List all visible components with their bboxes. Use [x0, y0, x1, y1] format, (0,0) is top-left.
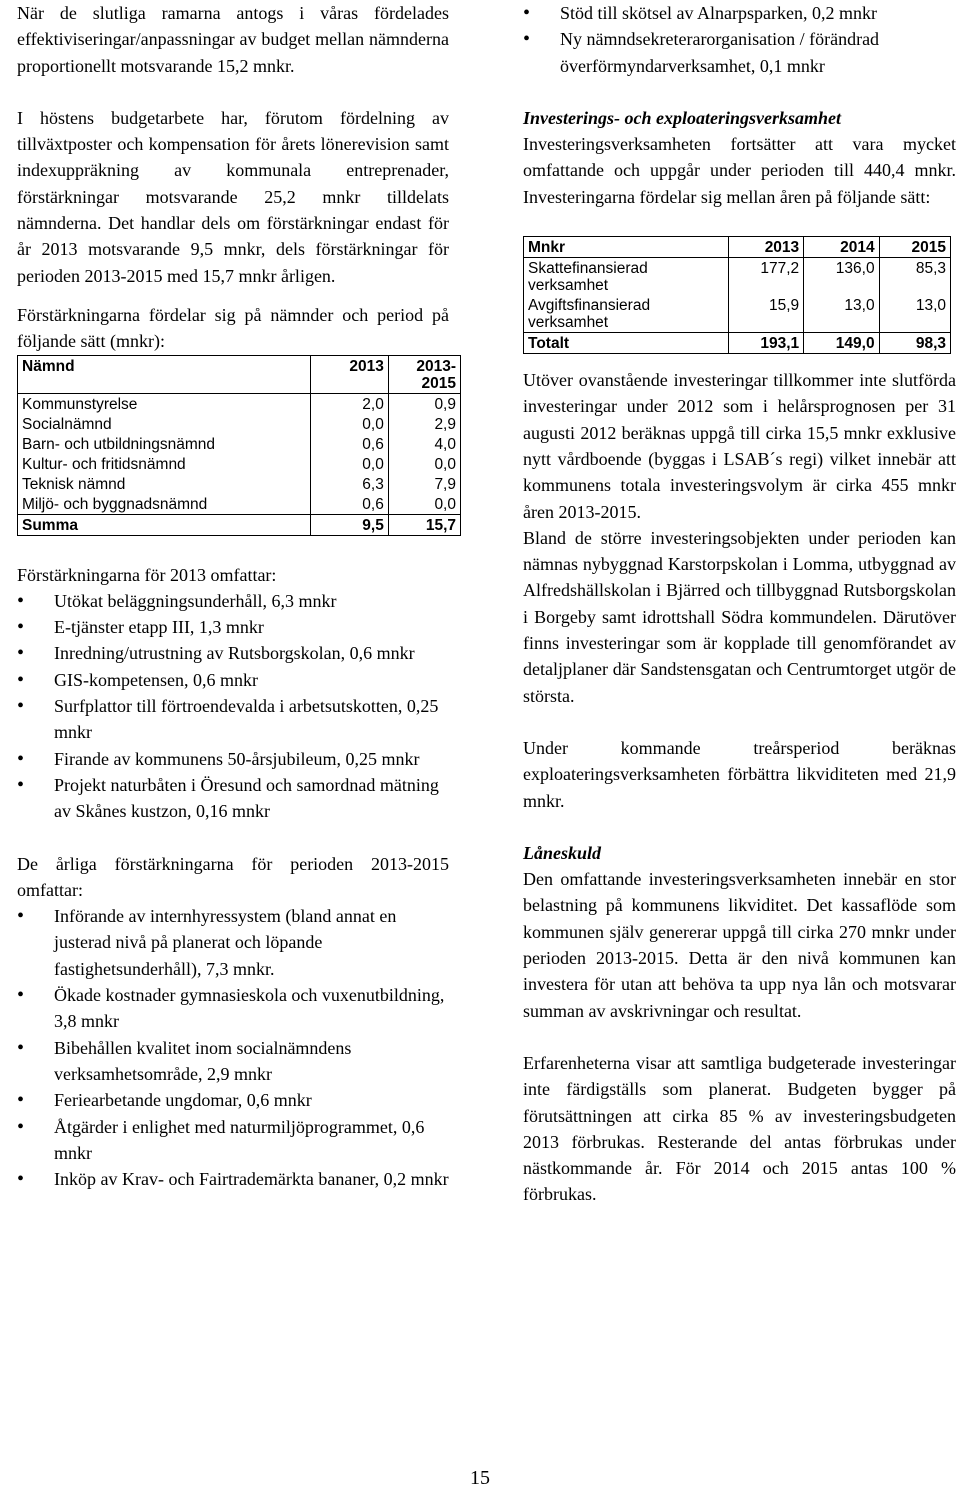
- row-value: 0,0: [388, 454, 460, 474]
- list-item: • Surfplattor till förtroendevalda i arbetsutskotten, 0,25 mnkr: [17, 693, 449, 746]
- column-header: 2015: [879, 237, 950, 258]
- column-header: 2013-2015: [388, 355, 460, 393]
- table-header-row: [524, 237, 951, 258]
- row-name: Miljö- och byggnadsnämnd: [18, 494, 311, 515]
- total-value: 15,7: [388, 514, 460, 535]
- exploitation-paragraph: Under kommande treårsperiod beräknas exploateringsverksamheten förbättra likviditeten med 21,9 mnkr.: [523, 737, 956, 811]
- table-total-row: [524, 333, 951, 354]
- list-item: • GIS-kompetensen, 0,6 mnkr: [17, 667, 449, 693]
- list-item: • Firande av kommunens 50-årsjubileum, 0,25 mnkr: [17, 746, 449, 772]
- budget-paragraph: I höstens budgetarbete har, förutom fördelning av tillväxtposter och kompensation för årets lönerevision samt indexuppräkning av kommunala entreprenader, förstärkningar motsvarande 25,2 mnkr tilldelats nämnderna. Det handlar dels om förstärkningar endast för år 2013 motsvarande 9,5 mnkr, dels förstärkningar för perioden 2013-2015 med 15,7 mnkr årligen.: [17, 107, 449, 286]
- row-value: 2,9: [388, 414, 460, 434]
- table-row: [524, 258, 951, 296]
- table-row: [18, 454, 461, 474]
- total-value: 98,3: [879, 333, 950, 354]
- row-value: 15,9: [728, 295, 803, 333]
- column-header: 2014: [804, 237, 879, 258]
- row-value: 4,0: [388, 434, 460, 454]
- row-value: 13,0: [879, 295, 950, 333]
- section-heading-debt: Låneskuld: [523, 842, 602, 863]
- row-value: 7,9: [388, 474, 460, 494]
- table-row: [18, 494, 461, 515]
- total-value: 9,5: [311, 514, 389, 535]
- investments-paragraph: Investeringsverksamheten fortsätter att vara mycket omfattande och uppgår under perioden till 440,4 mnkr. Investeringarna fördelar sig mellan åren på följande sätt:: [523, 134, 956, 207]
- table-row: [18, 434, 461, 454]
- row-name: Kultur- och fritidsnämnd: [18, 454, 311, 474]
- list-item: • Inköp av Krav- och Fairtrademärkta bananer, 0,2 mnkr: [17, 1166, 449, 1192]
- row-value: 0,0: [311, 454, 389, 474]
- debt-paragraph: Den omfattande investeringsverksamheten innebär en stor belastning på kommunens likviditet. Det kassaflöde som kommunen själv genererar uppgå till cirka 270 mnkr under perioden 2013-2015. Detta är den nivå kommunen kan investera för utan att behöva ta upp nya lån och motsvarar summan av avskrivningar och resultat.: [523, 869, 956, 1021]
- row-value: 2,0: [311, 393, 389, 414]
- list-item: • Åtgärder i enlighet med naturmiljöprogrammet, 0,6 mnkr: [17, 1114, 449, 1167]
- list-item: • Stöd till skötsel av Alnarpsparken, 0,2 mnkr: [523, 0, 956, 26]
- intro-paragraph: När de slutliga ramarna antogs i våras fördelades effektiviseringar/anpassningar av budget mellan nämnderna proportionellt motsvarande 15,2 mnkr.: [17, 3, 449, 76]
- total-value: 149,0: [804, 333, 879, 354]
- list-item: • Bibehållen kvalitet inom socialnämndens verksamhetsområde, 2,9 mnkr: [17, 1035, 449, 1088]
- table-row: [18, 474, 461, 494]
- list-item: • Ökade kostnader gymnasieskola och vuxenutbildning, 3,8 mnkr: [17, 982, 449, 1035]
- list-continued: [523, 0, 956, 79]
- experience-paragraph: Erfarenheterna visar att samtliga budgeterade investeringar inte färdigställs som planerat. Budgeten bygger på förutsättningen att cirka 85 % av investeringsbudgeten 2013 förbrukas. Resterande del antas förbrukas under nästkommande år. För 2014 och 2015 antas 100 % förbrukas.: [523, 1052, 956, 1205]
- list-intro-2013: Förstärkningarna för 2013 omfattar:: [17, 564, 277, 585]
- table-row: [524, 295, 951, 333]
- row-name: Teknisk nämnd: [18, 474, 311, 494]
- table-row: [18, 414, 461, 434]
- table-total-row: [18, 514, 461, 535]
- list-item: • Projekt naturbåten i Öresund och samordnad mätning av Skånes kustzon, 0,16 mnkr: [17, 772, 449, 825]
- row-name: Skattefinansierad verksamhet: [524, 258, 729, 296]
- row-name: Kommunstyrelse: [18, 393, 311, 414]
- row-value: 0,6: [311, 494, 389, 515]
- section-heading-investments: Investerings- och exploateringsverksamhet: [523, 107, 841, 128]
- column-header: Mnkr: [524, 237, 729, 258]
- table-row: [18, 393, 461, 414]
- committee-table: [17, 355, 461, 536]
- total-name: Summa: [18, 514, 311, 535]
- row-value: 0,9: [388, 393, 460, 414]
- distribution-paragraph: Förstärkningarna fördelar sig på nämnder och period på följande sätt (mnkr):: [17, 304, 449, 352]
- column-header: Nämnd: [18, 355, 311, 393]
- column-header: 2013: [728, 237, 803, 258]
- row-value: 13,0: [804, 295, 879, 333]
- row-value: 177,2: [728, 258, 803, 296]
- list-item: • Utökat beläggningsunderhåll, 6,3 mnkr: [17, 588, 449, 614]
- investment-table: [523, 236, 951, 354]
- list-item: • Feriearbetande ungdomar, 0,6 mnkr: [17, 1087, 449, 1113]
- table-header-row: [18, 355, 461, 393]
- major-projects-paragraph: Bland de större investeringsobjekten under perioden kan nämnas nybyggnad Karstorpskolan i Lomma, utbyggnad av Alfredshällskolan i Bjärred och tillbyggnad Rutsborgskolan i Borgeby samt idrottshall Södra kommundelen. Därutöver finns investeringar som är kopplade till genomförandet av detaljplaner där Sandstensgatan och Centrumtorget utgör de största.: [523, 527, 956, 706]
- list-item: • Införande av internhyressystem (bland annat en justerad nivå på planerat och löpande fastighetsunderhåll), 7,3 mnkr.: [17, 903, 449, 982]
- row-name: Socialnämnd: [18, 414, 311, 434]
- list-item: • E-tjänster etapp III, 1,3 mnkr: [17, 614, 449, 640]
- right-column: [523, 0, 956, 1208]
- row-name: Avgiftsfinansierad verksamhet: [524, 295, 729, 333]
- total-value: 193,1: [728, 333, 803, 354]
- list-item: • Ny nämndsekreterarorganisation / förändrad överförmyndarverksamhet, 0,1 mnkr: [523, 26, 956, 79]
- row-value: 0,0: [311, 414, 389, 434]
- row-value: 85,3: [879, 258, 950, 296]
- left-column: [17, 0, 456, 1192]
- row-value: 0,6: [311, 434, 389, 454]
- total-name: Totalt: [524, 333, 729, 354]
- column-header: 2013: [311, 355, 389, 393]
- additional-investments-paragraph: Utöver ovanstående investeringar tillkommer inte slutförda investeringar under 2012 som i helårsprognosen per 31 augusti 2012 beräknas uppgå till cirka 15,5 mnkr exklusive nytt vårdboende (byggas i LSAB´s regi) vilket innebär att kommunens totala investeringsvolym är cirka 455 mnkr åren 2013-2015.: [523, 370, 956, 522]
- list-2013: [17, 588, 449, 825]
- row-value: 0,0: [388, 494, 460, 515]
- page-number: 15: [470, 1467, 490, 1489]
- row-value: 136,0: [804, 258, 879, 296]
- row-name: Barn- och utbildningsnämnd: [18, 434, 311, 454]
- list-intro-annual: De årliga förstärkningarna för perioden 2013-2015 omfattar:: [17, 853, 449, 900]
- list-annual: [17, 903, 449, 1192]
- row-value: 6,3: [311, 474, 389, 494]
- list-item: • Inredning/utrustning av Rutsborgskolan, 0,6 mnkr: [17, 640, 449, 666]
